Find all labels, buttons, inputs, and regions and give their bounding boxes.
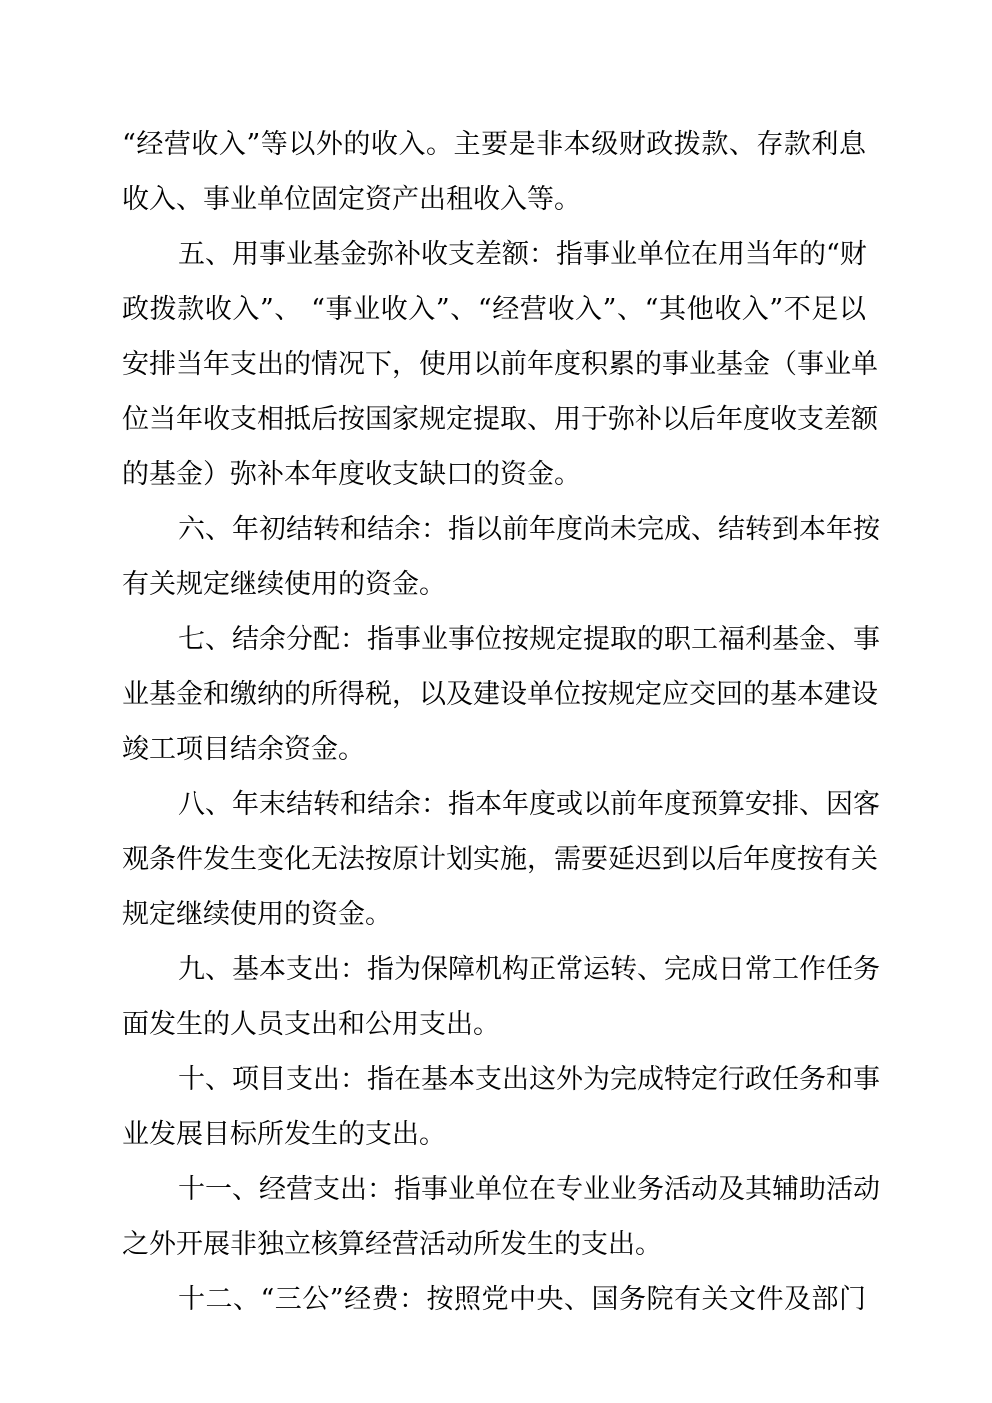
text-line	[0, 730, 992, 770]
text-line-content: “经营收入”等以外的收入。主要是非本级财政拨款、存款利息	[122, 129, 866, 160]
text-line-content: 业发展目标所发生的支出。	[122, 1119, 446, 1150]
text-line	[0, 180, 992, 220]
text-line-content: 政拨款收入”、 “事业收入”、“经营收入”、“其他收入”不足以	[122, 294, 866, 325]
text-line	[0, 785, 992, 825]
text-line	[0, 510, 992, 550]
text-line	[0, 455, 992, 495]
text-line	[0, 1280, 992, 1320]
text-line	[0, 125, 992, 165]
text-line	[0, 840, 992, 880]
text-line-content: 八、年末结转和结余：指本年度或以前年度预算安排、因客	[178, 789, 880, 820]
text-line-content: 九、基本支出：指为保障机构正常运转、完成日常工作任务	[178, 954, 880, 985]
text-line-content: 十、项目支出：指在基本支出这外为完成特定行政任务和事	[178, 1064, 880, 1095]
text-line	[0, 895, 992, 935]
text-line	[0, 345, 992, 385]
text-line-content: 五、用事业基金弥补收支差额：指事业单位在用当年的“财	[178, 239, 867, 270]
text-line	[0, 235, 992, 275]
text-line-content: 的基金）弥补本年度收支缺口的资金。	[122, 459, 581, 490]
text-line	[0, 620, 992, 660]
text-line	[0, 290, 992, 330]
text-line-content: 安排当年支出的情况下，使用以前年度积累的事业基金（事业单	[122, 349, 878, 380]
text-line	[0, 1170, 992, 1210]
text-line	[0, 1115, 992, 1155]
text-line	[0, 1060, 992, 1100]
text-line-content: 有关规定继续使用的资金。	[122, 569, 446, 600]
text-line	[0, 1005, 992, 1045]
text-line-content: 位当年收支相抵后按国家规定提取、用于弥补以后年度收支差额	[122, 404, 878, 435]
text-line-content: 业基金和缴纳的所得税，以及建设单位按规定应交回的基本建设	[122, 679, 878, 710]
text-line-content: 七、结余分配：指事业事位按规定提取的职工福利基金、事	[178, 624, 880, 655]
text-line-content: 观条件发生变化无法按原计划实施，需要延迟到以后年度按有关	[122, 844, 878, 875]
text-line	[0, 1225, 992, 1265]
text-line	[0, 565, 992, 605]
text-line	[0, 675, 992, 715]
text-line-content: 十一、经营支出：指事业单位在专业业务活动及其辅助活动	[178, 1174, 880, 1205]
text-line	[0, 400, 992, 440]
text-line-content: 收入、事业单位固定资产出租收入等。	[122, 184, 581, 215]
text-line-content: 十二、“三公”经费：按照党中央、国务院有关文件及部门	[178, 1284, 866, 1315]
text-line-content: 六、年初结转和结余：指以前年度尚未完成、结转到本年按	[178, 514, 880, 545]
text-line-content: 竣工项目结余资金。	[122, 734, 365, 765]
text-line	[0, 950, 992, 990]
text-line-content: 规定继续使用的资金。	[122, 899, 392, 930]
text-line-content: 之外开展非独立核算经营活动所发生的支出。	[122, 1229, 662, 1260]
text-line-content: 面发生的人员支出和公用支出。	[122, 1009, 500, 1040]
